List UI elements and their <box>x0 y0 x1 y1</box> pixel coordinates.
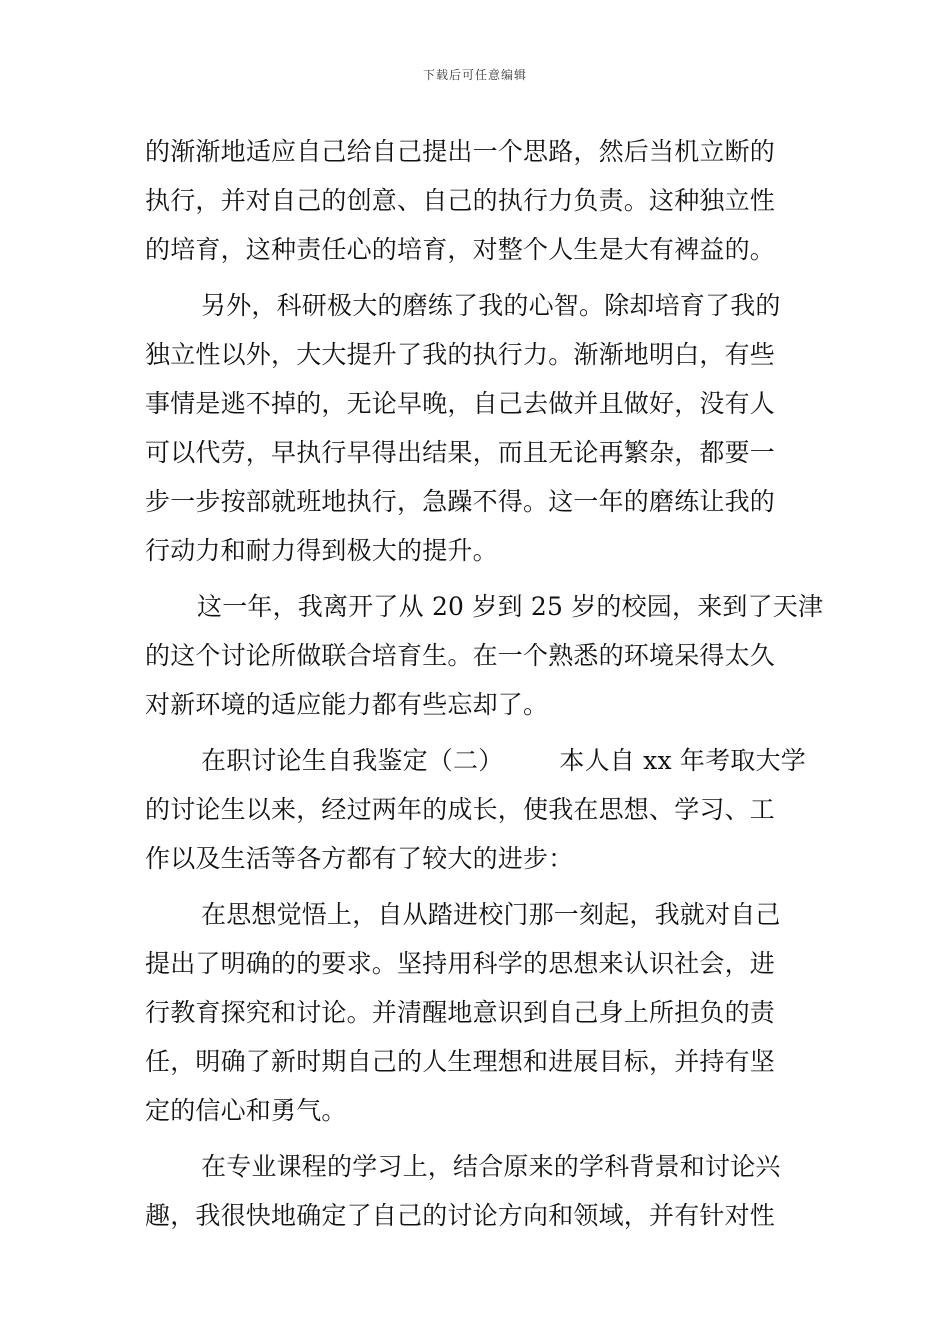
text-line: 提出了明确的的要求。坚持用科学的思想来认识社会，进 <box>145 949 776 978</box>
text-line: 对新环境的适应能力都有些忘却了。 <box>145 690 549 719</box>
text-line-with-title <box>145 736 807 785</box>
text-line: 这一年，我离开了从 20 岁到 25 岁的校园，来到了天津 <box>197 592 824 621</box>
text-line: 定的信心和勇气。 <box>145 1096 347 1125</box>
text-line: 独立性以外，大大提升了我的执行力。渐渐地明白，有些 <box>145 340 776 369</box>
text-line-rest: 本人自 xx 年考取大学 <box>559 746 806 775</box>
text-line: 作以及生活等各方都有了较大的进步： <box>145 844 574 873</box>
text-line: 在专业课程的学习上，结合原来的学科背景和讨论兴 <box>201 1152 781 1181</box>
text-line: 执行，并对自己的创意、自己的执行力负责。这种独立性 <box>145 186 776 215</box>
text-line: 趣，我很快地确定了自己的讨论方向和领域，并有针对性 <box>145 1201 776 1230</box>
text-line: 事情是逃不掉的，无论早晚，自己去做并且做好，没有人 <box>145 389 776 418</box>
paragraph-1 <box>145 127 807 274</box>
text-line: 行动力和耐力得到极大的提升。 <box>145 536 498 565</box>
text-line: 任，明确了新时期自己的人生理想和进展目标，并持有坚 <box>145 1047 776 1076</box>
paragraph-6 <box>145 1142 807 1240</box>
text-line: 行教育探究和讨论。并清醒地意识到自己身上所担负的责 <box>145 998 776 1027</box>
paragraph-2 <box>145 281 807 575</box>
text-line: 的讨论生以来，经过两年的成长，使我在思想、学习、工 <box>145 795 776 824</box>
paragraph-4 <box>145 736 807 883</box>
paragraph-3 <box>145 582 824 729</box>
text-line: 可以代劳，早执行早得出结果，而且无论再繁杂，都要一 <box>145 438 776 467</box>
text-line: 另外，科研极大的磨练了我的心智。除却培育了我的 <box>201 291 781 320</box>
paragraph-5 <box>145 890 807 1135</box>
section-title: 在职讨论生自我鉴定（二） <box>201 746 504 775</box>
page-header-note: 下载后可任意编辑 <box>422 68 527 82</box>
text-line: 在思想觉悟上，自从踏进校门那一刻起，我就对自己 <box>201 900 781 929</box>
text-line: 的培育，这种责任心的培育，对整个人生是大有裨益的。 <box>145 235 776 264</box>
text-line: 步一步按部就班地执行，急躁不得。这一年的磨练让我的 <box>145 487 776 516</box>
text-line: 的渐渐地适应自己给自己提出一个思路，然后当机立断的 <box>145 137 776 166</box>
document-body <box>145 127 824 1240</box>
text-line: 的这个讨论所做联合培育生。在一个熟悉的环境呆得太久 <box>145 641 776 670</box>
